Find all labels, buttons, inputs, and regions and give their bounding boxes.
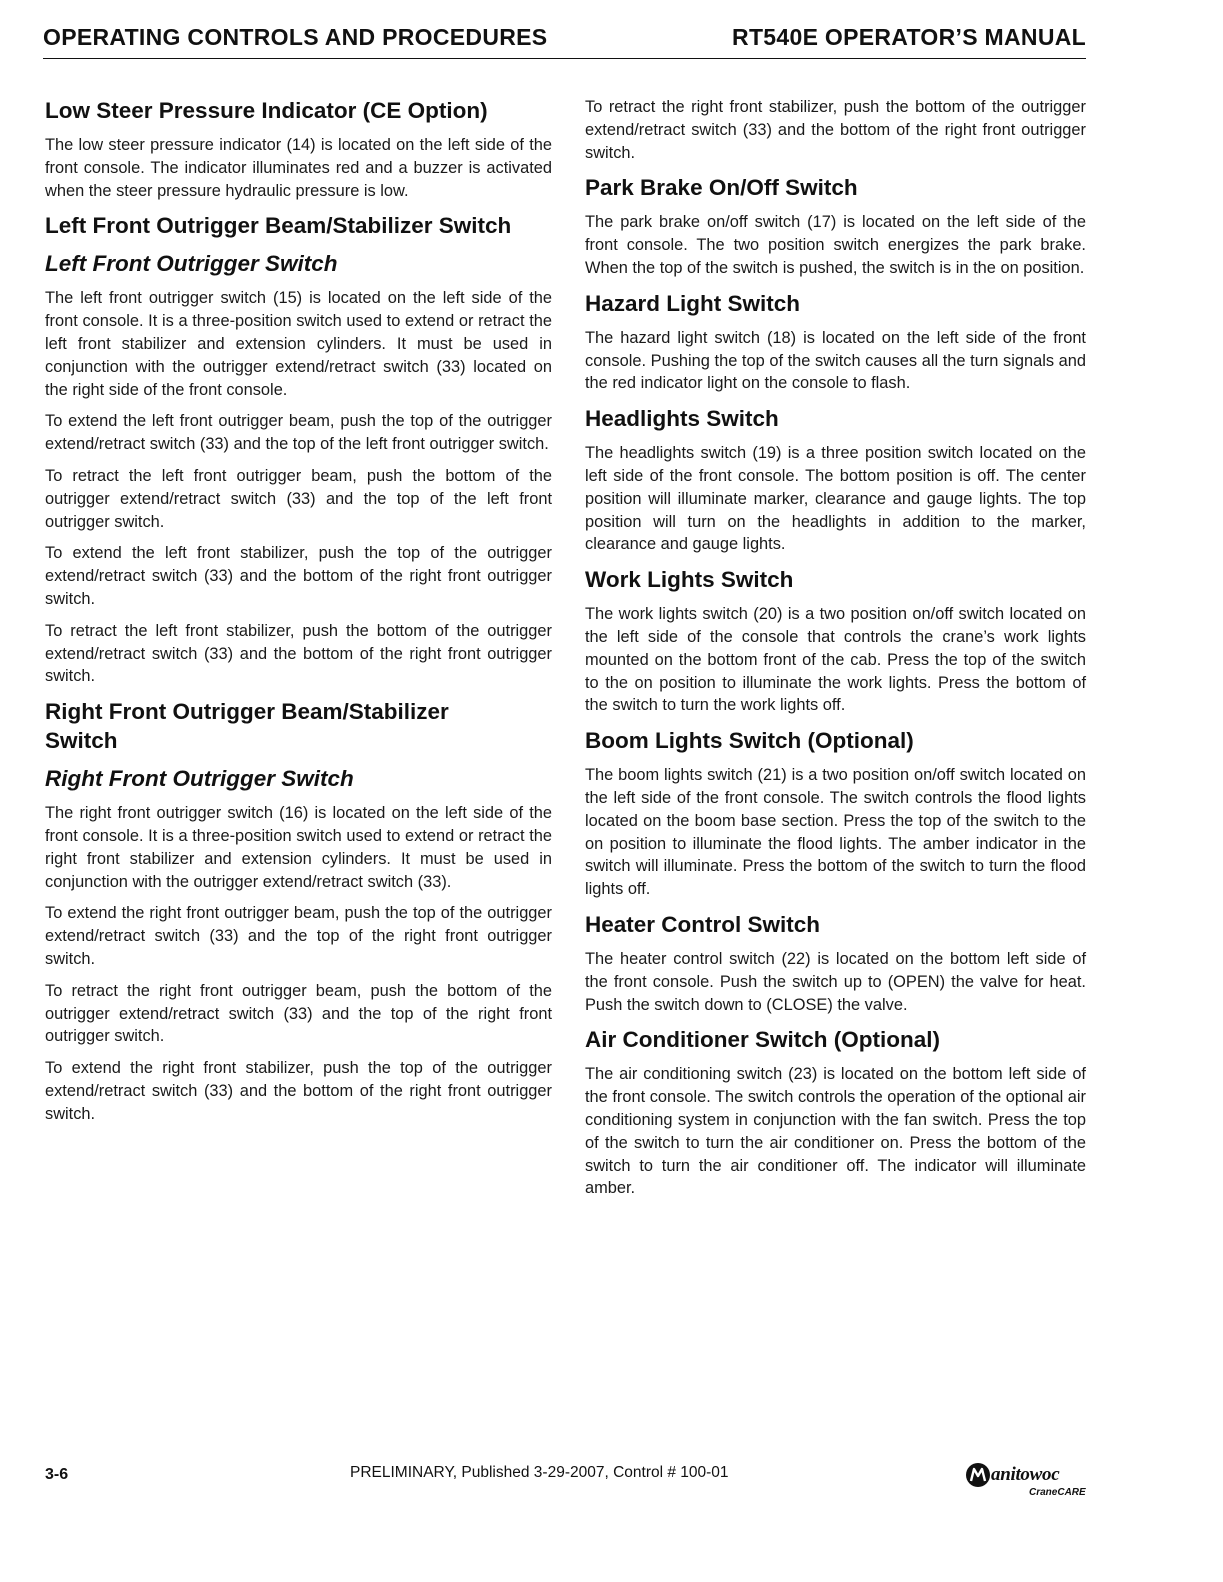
paragraph: The work lights switch (20) is a two position on/off switch located on the left side of the console that controls the crane’s work lights mounted on the bottom front of the cab. Press the top of the switch to the on position to illuminate the work lights. Press the bottom of the switch to turn the work lights off. [585, 605, 1086, 715]
heading-park-brake: Park Brake On/Off Switch [585, 175, 858, 201]
paragraph: The hazard light switch (18) is located on the left side of the front console. Pushing the top of the switch causes all the turn signals and the red indicator light on the console to flash. [585, 328, 1086, 393]
paragraph: To retract the right front stabilizer, push the bottom of the outrigger extend/retract switch (33) and the bottom of the right front outrigger switch. [585, 98, 1086, 162]
right-column [585, 96, 1086, 1209]
section-title: OPERATING CONTROLS AND PROCEDURES [43, 24, 548, 50]
publication-info: PRELIMINARY, Published 3-29-2007, Control # 100-01 [350, 1464, 729, 1481]
page-header [43, 24, 1086, 59]
subheading-right-front-outrigger-switch: Right Front Outrigger Switch [45, 766, 354, 792]
manitowoc-logo [965, 1452, 1095, 1500]
paragraph: To extend the left front stabilizer, push the top of the outrigger extend/retract switch (33) and the bottom of the right front outrigger switch. [45, 544, 552, 608]
paragraph: The boom lights switch (21) is a two position on/off switch located on the left side of the front console. The switch controls the flood lights located on the boom base section. Press the top of the switch to the on position to illuminate the flood lights. The amber indicator in the switch will illuminate. Press the bottom of the switch to turn the flood lights off. [585, 766, 1086, 899]
manual-title: RT540E OPERATOR’S MANUAL [732, 24, 1086, 50]
logo-subtitle: CraneCARE [1029, 1487, 1086, 1498]
page-footer [45, 1436, 1088, 1496]
subheading-left-front-outrigger-switch: Left Front Outrigger Switch [45, 251, 338, 277]
left-column [45, 96, 552, 1135]
paragraph: The left front outrigger switch (15) is located on the left side of the front console. It is a three-position switch used to extend or retract the left front stabilizer and extension cylinders. It must be used in conjunction with the outrigger extend/retract switch (33) located on the right side of the front console. [45, 289, 552, 399]
heading-work-lights: Work Lights Switch [585, 567, 794, 593]
heading-heater-control: Heater Control Switch [585, 911, 821, 937]
heading-right-front-outrigger: Right Front Outrigger Beam/Stabilizer Switch [45, 699, 449, 754]
heading-hazard-light: Hazard Light Switch [585, 290, 801, 316]
heading-boom-lights: Boom Lights Switch (Optional) [585, 728, 914, 754]
paragraph: To extend the right front outrigger beam, push the top of the outrigger extend/retract switch (33) and the top of the right front outrigger switch. [45, 904, 552, 968]
heading-left-front-outrigger: Left Front Outrigger Beam/Stabilizer Switch [45, 213, 512, 239]
page-number: 3-6 [45, 1466, 69, 1483]
heading-headlights: Headlights Switch [585, 406, 779, 432]
logo-name: anitowoc [991, 1464, 1060, 1485]
paragraph: The right front outrigger switch (16) is located on the left side of the front console. It is a three-position switch used to extend or retract the right front stabilizer and extension cylinders. It must be used in conjunction with the outrigger extend/retract switch (33). [45, 804, 552, 891]
paragraph: To retract the left front stabilizer, push the bottom of the outrigger extend/retract switch (33) and the bottom of the right front outrigger switch. [45, 621, 552, 686]
heading-air-conditioner: Air Conditioner Switch (Optional) [585, 1027, 940, 1053]
paragraph: To extend the right front stabilizer, push the top of the outrigger extend/retract switch (33) and the bottom of the right front outrigger switch. [45, 1059, 552, 1123]
paragraph: The air conditioning switch (23) is located on the bottom left side of the front console. The switch controls the operation of the optional air conditioning system in conjunction with the fan switch. Press the top of the switch to turn the air conditioner on. Press the bottom of the switch to turn the air conditioner off. The indicator will illuminate amber. [585, 1065, 1086, 1198]
paragraph: The headlights switch (19) is a three position switch located on the left side of the front console. The bottom position is off. The center position will illuminate marker, clearance and gauge lights. The top position will turn on the headlights in addition to the marker, clearance and gauge lights. [585, 444, 1086, 554]
paragraph: To retract the right front outrigger beam, push the bottom of the outrigger extend/retract switch (33) and the top of the right front outrigger switch. [45, 981, 552, 1046]
paragraph: The park brake on/off switch (17) is located on the left side of the front console. The two position switch energizes the park brake. When the top of the switch is pushed, the switch is in the on position. [585, 213, 1086, 277]
paragraph: The heater control switch (22) is located on the bottom left side of the front console. Push the switch up to (OPEN) the valve for heat. Push the switch down to (CLOSE) the valve. [585, 949, 1086, 1014]
paragraph: To retract the left front outrigger beam, push the bottom of the outrigger extend/retract switch (33) and the top of the left front outrigger switch. [45, 466, 552, 531]
paragraph: The low steer pressure indicator (14) is located on the left side of the front console. The indicator illuminates red and a buzzer is activated when the steer pressure hydraulic pressure is low. [45, 136, 552, 200]
paragraph: To extend the left front outrigger beam, push the top of the outrigger extend/retract switch (33) and the top of the left front outrigger switch. [45, 412, 552, 454]
heading-low-steer: Low Steer Pressure Indicator (CE Option) [45, 98, 488, 123]
manitowoc-m-icon [965, 1462, 991, 1488]
